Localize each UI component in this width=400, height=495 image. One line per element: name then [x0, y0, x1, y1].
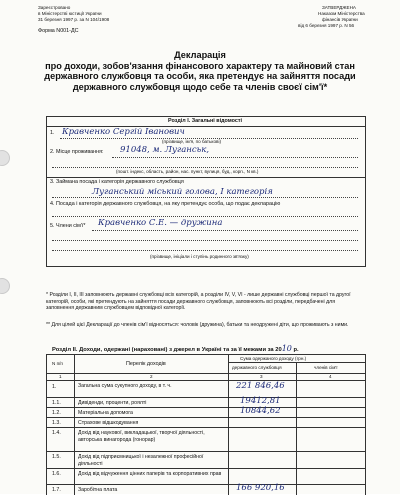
full-name-value: Кравченко Сергій Іванович — [62, 127, 185, 137]
section-2-year: 10 — [281, 344, 292, 353]
residence-line — [112, 157, 358, 158]
row-1-value: 221 846,46 — [236, 381, 285, 391]
row-8-no: 1.7. — [52, 487, 61, 493]
target-position-line — [52, 216, 358, 217]
residence-line-2 — [52, 167, 358, 168]
row-3-no: 1.2. — [52, 410, 61, 416]
subheader-divider — [228, 362, 365, 363]
section-2-header-text: Розділ ІІ. Доходи, одержані (нараховані) з джерел в Україні та за її межами за 20 — [52, 347, 282, 353]
row-3-value: 10844,62 — [240, 406, 281, 416]
row-5-no: 1.4. — [52, 430, 61, 436]
family-hint: (прізвище, ініціали і ступінь родинного зв'язку) — [150, 254, 249, 259]
col-header-no: N п/п — [52, 361, 63, 366]
punch-hole-top — [0, 150, 10, 166]
row-1-no: 1. — [52, 384, 57, 390]
row-4-bottom — [47, 427, 365, 428]
residence-value: 91048, м. Луганськ, — [120, 145, 210, 155]
family-value: Кравченко С.Е. — дружина — [98, 218, 223, 228]
approval-line-1: ЗАТВЕРДЖЕНА — [322, 5, 356, 10]
footnote-1: * Розділи І, ІІ, ІІІ заповнюють державні службовці всіх категорій, а розділи IV, V, VI - лише державні службовці першої та другої категорій, особи, які претендують на зайняття посади державного службовця, заповнюють всі розділи, передбачені для заповнення державним службовцем відповідної категорії. — [46, 292, 351, 312]
col-index-4: 4 — [329, 374, 332, 379]
punch-hole-bottom — [0, 278, 10, 294]
registration-line-2: в Міністерстві юстиції України — [38, 11, 102, 16]
position-value: Луганський міський голова, І категорія — [92, 187, 273, 197]
target-position-label: 4. Посада і категорія державного службовця, на яку претендує особа, що подає декларацію — [50, 201, 281, 207]
row-6-bottom — [47, 468, 365, 469]
section-1-row-divider — [47, 177, 365, 178]
registration-line-3: 31 березня 1997 р. за N 104/1908 — [38, 17, 110, 22]
row-7-no: 1.6. — [52, 471, 61, 477]
row-2-label: Дивіденди, проценти, роялті — [78, 400, 147, 406]
family-line-1 — [92, 230, 358, 231]
residence-label: 2. Місце проживання: — [50, 149, 104, 155]
index-row-bottom — [47, 380, 365, 381]
approval-line-4: від 6 березня 1997 р. N 56 — [298, 23, 355, 28]
title-line-2: про доходи, зобов'язання фінансового характеру та майновий стан — [45, 60, 355, 71]
row-7-label: Дохід від відчуження цінних паперів та корпоративних прав — [78, 471, 222, 477]
section-2-header — [52, 345, 299, 354]
title-line-4: державного службовця щодо себе та членів своєї сім'ї* — [72, 81, 328, 92]
col-index-3: 3 — [260, 374, 263, 379]
row-4-label: Страхове відшкодування — [78, 420, 139, 426]
col-header-employee: державного службовця — [232, 365, 282, 370]
row-8-value: 166 920,16 — [236, 483, 285, 493]
row-1-label: Загальна сума сукупного доходу, в т. ч. — [78, 383, 172, 389]
col-divider-2 — [228, 355, 229, 495]
col-divider-1 — [74, 355, 75, 495]
row-2-no: 1.1. — [52, 400, 61, 406]
family-label: 5. Члени сім'ї* — [50, 223, 86, 229]
row-5-bottom — [47, 451, 365, 452]
position-label: 3. Займана посада і категорія державного службовця — [50, 179, 184, 185]
row-3-label: Матеріальна допомога — [78, 410, 133, 416]
row-4-no: 1.3. — [52, 420, 61, 426]
col-header-sum: Сума одержаного доходу (грн.) — [240, 356, 307, 361]
row-2-value: 19412,81 — [240, 396, 281, 406]
col-divider-3 — [296, 362, 297, 495]
approval-line-2: Наказом Міністерства — [318, 11, 365, 16]
family-line-2 — [52, 240, 358, 241]
header-bottom — [47, 373, 365, 374]
title-line-3: державного службовця та особи, яка претендує на зайняття посади — [44, 71, 356, 82]
full-name-hint: (прізвище, ім'я, по батькові) — [162, 139, 222, 144]
col-header-list: Перелік доходів — [126, 361, 166, 367]
row-2-bottom — [47, 407, 365, 408]
position-line — [52, 197, 358, 198]
section-1-header: Розділ І. Загальні відомості — [168, 118, 243, 124]
row-8-label: Заробітна плата — [78, 487, 118, 493]
row1-number: 1. — [50, 130, 55, 136]
row-7-bottom — [47, 484, 365, 485]
residence-hint: (пошт. індекс, область, район, нас. пункт, вулиця, буд., корп., N кв.) — [116, 169, 259, 174]
col-header-family: членів сім'ї — [314, 365, 338, 370]
family-line-3 — [52, 250, 358, 251]
document-title — [0, 50, 400, 92]
row-5-label: Дохід від наукової, викладацької, творчої діяльності, авторська винагорода (гонорар) — [78, 430, 205, 443]
footnote-2: ** Для цілей цієї Декларації до членів сім'ї відносяться: чоловік (дружина), батьки та неодружені діти, що проживають з ними. — [46, 322, 349, 328]
col-index-2: 2 — [150, 374, 153, 379]
form-number: Форма N001-ДС — [38, 28, 79, 34]
section-2-header-suffix: р. — [291, 347, 299, 353]
registration-line-1: Зареєстровано — [38, 5, 71, 10]
title-line-1: Декларація — [174, 50, 226, 60]
row-6-label: Дохід від підприємницької і незалежної професійної діяльності — [78, 454, 204, 467]
approval-line-3: фінансів України — [322, 17, 358, 22]
row-1-bottom — [47, 397, 365, 398]
row-6-no: 1.5. — [52, 454, 61, 460]
row-3-bottom — [47, 417, 365, 418]
col-index-1: 1 — [59, 374, 62, 379]
